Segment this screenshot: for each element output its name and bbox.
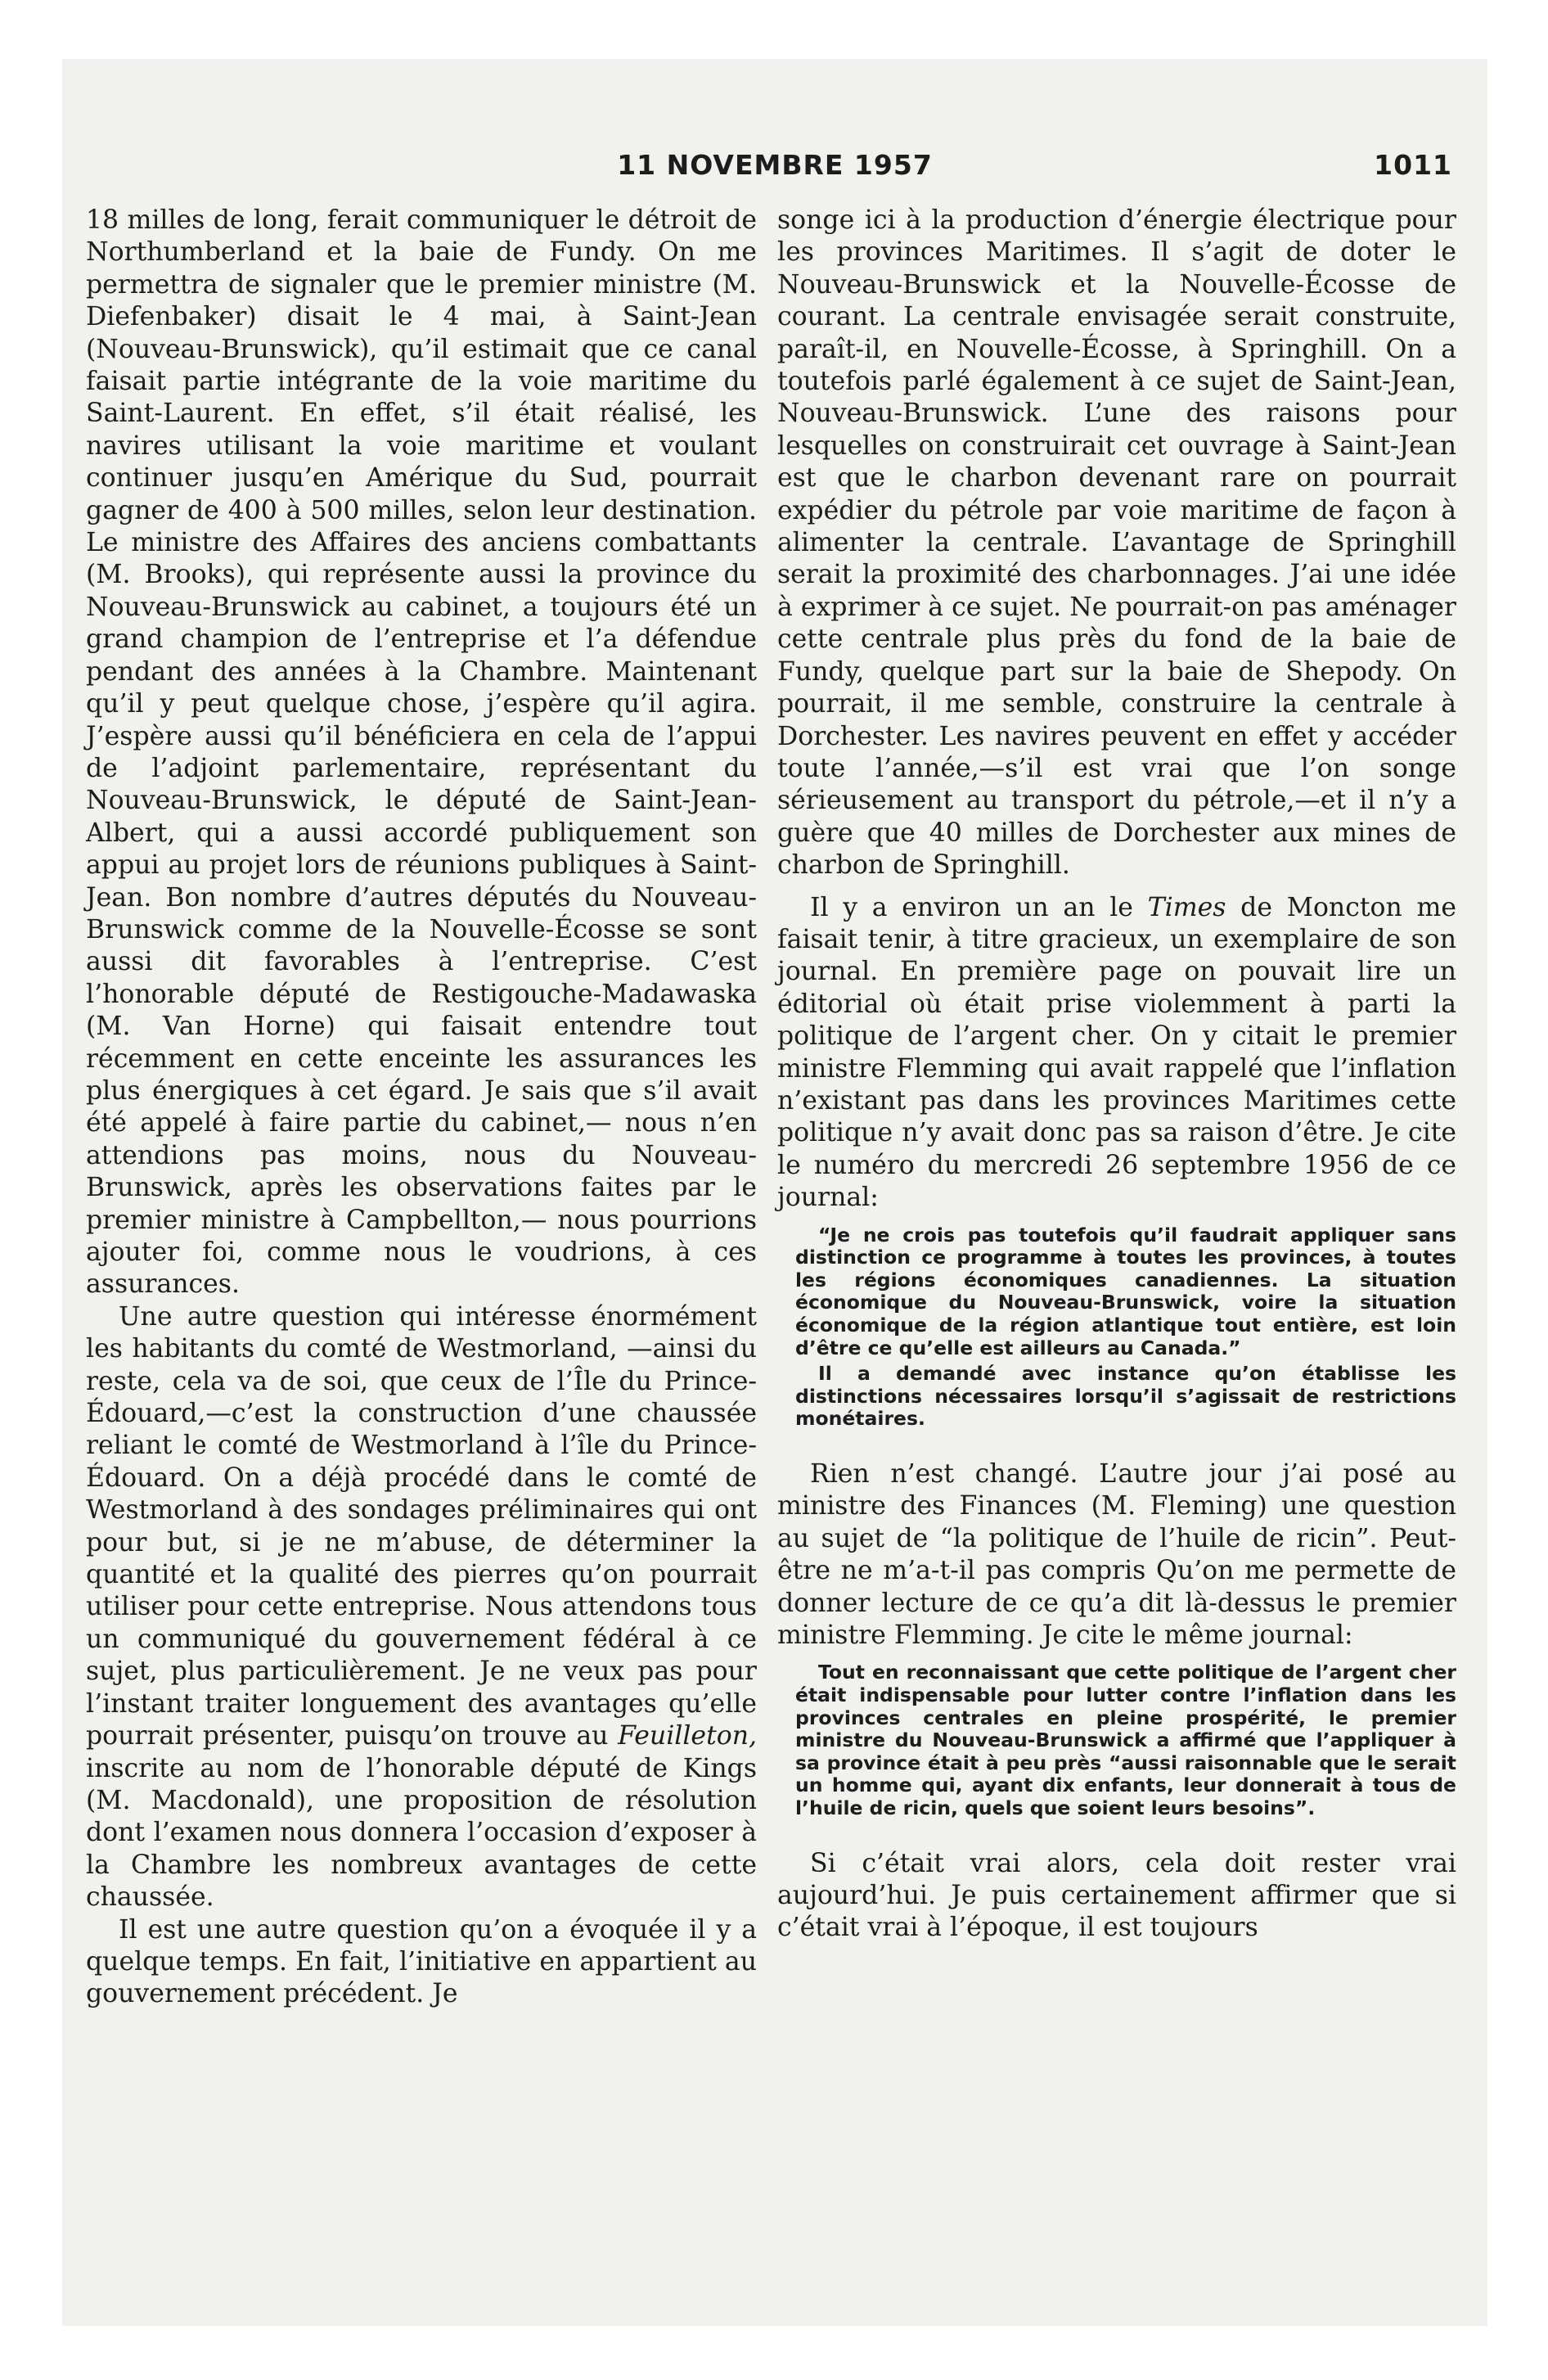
quote-2: Il a demandé avec instance qu’on établisse les distinctions nécessaires lorsqu’il s’agissait de restrictions monétaires. (795, 1362, 1456, 1431)
quote-1: “Je ne crois pas toutefois qu’il faudrait appliquer sans distinction ce programme à toutes les provinces, à toutes les régions économiques canadiennes. La situation économique du Nouveau-Brunswick, voire la situation économique de la région atlantique tout entière, est loin d’être ce qu’elle est ailleurs au Canada.” (795, 1223, 1456, 1359)
left-paragraph-3: Il est une autre question qu’on a évoquée il y a quelque temps. En fait, l’initiative en appartient au gouvernement précédent. Je (86, 1914, 757, 2009)
right-column (777, 205, 1456, 1945)
left-paragraph-2 (86, 1301, 757, 1914)
right-paragraph-1: songe ici à la production d’énergie électrique pour les provinces Maritimes. Il s’agit de doter le Nouveau-Brunswick et la Nouvelle-Écosse de courant. La centrale envisagée serait construite, paraît-il, en Nouvelle-Écosse, à Springhill. On a toutefois parlé également à ce sujet de Saint-Jean, Nouveau-Brunswick. L’une des raisons pour lesquelles on construirait cet ouvrage à Saint-Jean est que le charbon devenant rare on pourrait expédier du pétrole par voie maritime de façon à alimenter la centrale. L’avantage de Springhill serait la proximité des charbonnages. J’ai une idée à exprimer à ce sujet. Ne pourrait-on pas aménager cette centrale plus près du fond de la baie de Fundy, quelque part sur la baie de Shepody. On pourrait, il me semble, construire la centrale à Dorchester. Les navires peuvent en effet y accéder toute l’année,—s’il est vrai que l’on songe sérieusement au transport du pétrole,—et il n’y a guère que 40 milles de Dorchester aux mines de charbon de Springhill. (777, 205, 1456, 881)
right-paragraph-3: Rien n’est changé. L’autre jour j’ai posé au ministre des Finances (M. Fleming) une question au sujet de “la politique de l’huile de ricin”. Peut-être ne m’a-t-il pas compris Qu’on me permette de donner lecture de ce qu’a dit là-dessus le premier ministre Flemming. Je cite le même journal: (777, 1458, 1456, 1650)
left-paragraph-2-end: inscrite au nom de l’honorable député de Kings (M. Macdonald), une proposition de résolution dont l’examen nous donnera l’occasion d’exposer à la Chambre les nombreux avantages de cette chaussée. (86, 1753, 757, 1913)
document-page (62, 59, 1487, 2326)
page-number: 1011 (1374, 149, 1452, 181)
left-paragraph-2-text: Une autre question qui intéresse énormément les habitants du comté de Westmorland, —ainsi du reste, cela va de soi, que ceux de l’Île du Prince-Édouard,—c’est la construction d’une chaussée reliant le comté de Westmorland à l’île du Prince-Édouard. On a déjà procédé dans le comté de Westmorland à des sondages préliminaires qui ont pour but, si je ne m’abuse, de déterminer la quantité et la qualité des pierres qu’on pourrait utiliser pour cette entreprise. Nous attendons tous un communiqué du gouvernement fédéral à ce sujet, plus particulièrement. Je ne veux pas pour l’instant traiter longuement des avantages qu’elle pourrait présenter, puisqu’on trouve au (86, 1301, 757, 1751)
times-italic: Times (1147, 892, 1226, 922)
feuilleton-italic: Feuilleton, (618, 1721, 757, 1751)
right-paragraph-2-end: de Moncton me faisait tenir, à titre gracieux, un exemplaire de son journal. En première page on pouvait lire un éditorial où était prise violemment à parti la politique de l’argent cher. On y citait le premier ministre Flemming qui avait rappelé que l’inflation n’existant pas dans les provinces Maritimes cette politique n’y avait donc pas sa raison d’être. Je cite le numéro du mercredi 26 septembre 1956 de ce journal: (777, 892, 1457, 1213)
page-header (62, 149, 1487, 190)
left-paragraph-1: 18 milles de long, ferait communiquer le détroit de Northumberland et la baie de Fundy. On me permettra de signaler que le premier ministre (M. Diefenbaker) disait le 4 mai, à Saint-Jean (Nouveau-Brunswick), qu’il estimait que ce canal faisait partie intégrante de la voie maritime du Saint-Laurent. En effet, s’il était réalisé, les navires utilisant la voie maritime et voulant continuer jusqu’en Amérique du Sud, pourrait gagner de 400 à 500 milles, selon leur destination. Le ministre des Affaires des anciens combattants (M. Brooks), qui représente aussi la province du Nouveau-Brunswick au cabinet, a toujours été un grand champion de l’entreprise et l’a défendue pendant des années à la Chambre. Maintenant qu’il y peut quelque chose, j’espère qu’il agira. J’espère aussi qu’il bénéficiera en cela de l’appui de l’adjoint parlementaire, représentant du Nouveau-Brunswick, le député de Saint-Jean-Albert, qui a aussi accordé publiquement son appui au projet lors de réunions publiques à Saint-Jean. Bon nombre d’autres députés du Nouveau-Brunswick comme de la Nouvelle-Écosse se sont aussi dit favorables à l’entreprise. C’est l’honorable député de Restigouche-Madawaska (M. Van Horne) qui faisait entendre tout récemment en cette enceinte les assurances les plus énergiques à cet égard. Je sais que s’il avait été appelé à faire partie du cabinet,— nous n’en attendions pas moins, nous du Nouveau-Brunswick, après les observations faites par le premier ministre à Campbellton,— nous pourrions ajouter foi, comme nous le voudrions, à ces assurances. (86, 205, 757, 1300)
quote-3: Tout en reconnaissant que cette politique de l’argent cher était indispensable pour lutter contre l’inflation dans les provinces centrales en pleine prospérité, le premier ministre du Nouveau-Brunswick a affirmé que l’appliquer à sa province était à peu près “aussi raisonnable que le serait un homme qui, ayant dix enfants, leur donnerait à tous de l’huile de ricin, quels que soient leurs besoins”. (795, 1661, 1456, 1819)
header-date: 11 NOVEMBRE 1957 (617, 149, 933, 181)
right-paragraph-2-start: Il y a environ un an le (810, 892, 1133, 922)
right-paragraph-2 (777, 892, 1456, 1215)
right-paragraph-4: Si c’était vrai alors, cela doit rester vrai aujourd’hui. Je puis certainement affirmer que si c’était vrai à l’époque, il est toujours (777, 1848, 1456, 1943)
left-column (86, 205, 757, 2011)
